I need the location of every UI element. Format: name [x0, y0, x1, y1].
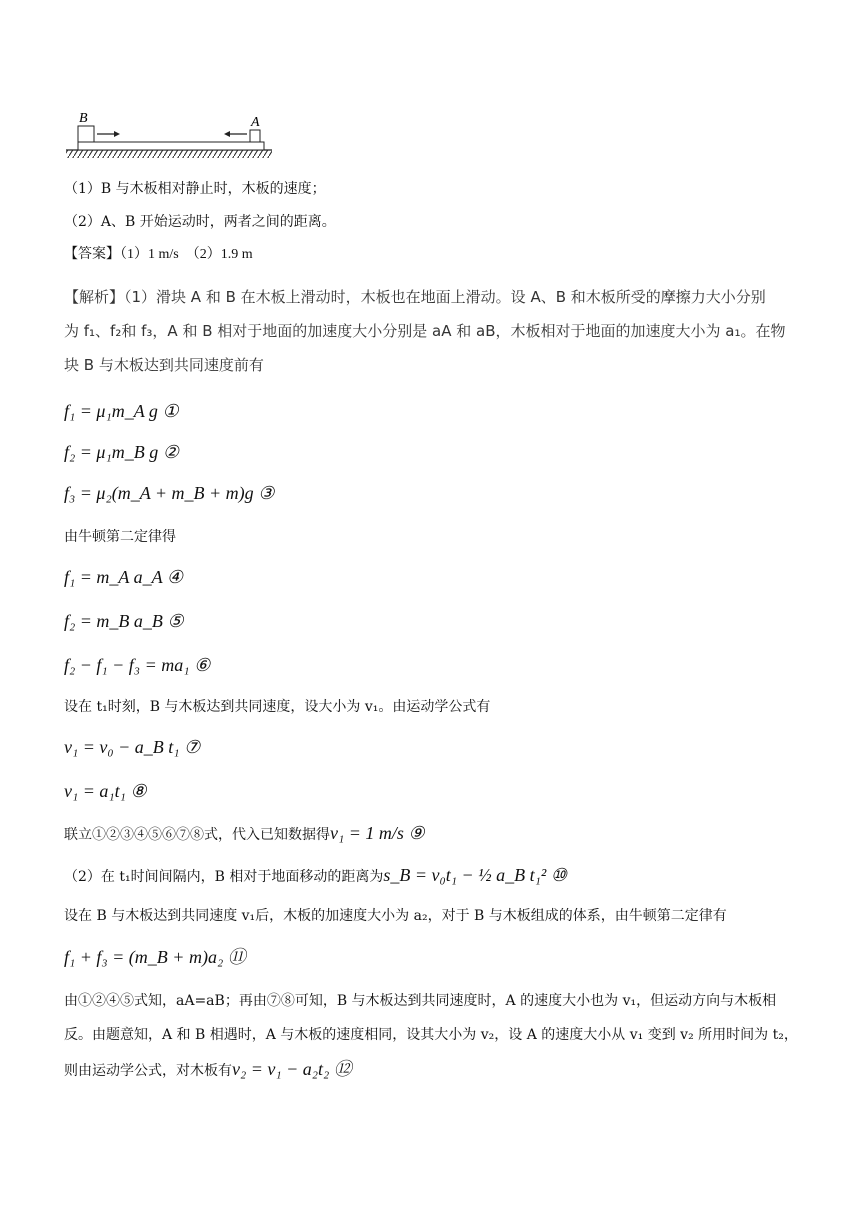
equation-5: f₂ = m_B a_B ⑤ — [64, 611, 184, 631]
equation-8: v₁ = a₁t₁ ⑧ — [64, 781, 147, 801]
equation-2: f₂ = μ₁m_B g ② — [64, 442, 179, 462]
paragraph-3-text: 则由运动学公式，对木板有 — [64, 1063, 232, 1079]
analysis-line-2: 为 f₁、f₂和 f₃，A 和 B 相对于地面的加速度大小分别是 aA 和 aB，木板相对于地面的加速度大小为 a₁。在物 — [64, 322, 786, 340]
answer-text: （1）1 m/s （2）1.9 m — [120, 247, 253, 262]
equation-1: f₁ = μ₁m_A g ① — [64, 401, 179, 421]
equation-4: f₁ = m_A a_A ④ — [64, 567, 183, 587]
equation-12: v₂ = v₁ − a₂t₂ ⑫ — [232, 1059, 352, 1079]
question-1: （1）B 与木板相对静止时，木板的速度； — [64, 181, 326, 197]
part2-line — [64, 866, 567, 886]
equation-3: f₃ = μ₂(m_A + m_B + m)g ③ — [64, 483, 275, 503]
analysis-line-3: 块 B 与木板达到共同速度前有 — [64, 356, 264, 374]
answer-line — [64, 246, 253, 264]
ground-hatch — [66, 150, 272, 158]
block-b — [78, 126, 94, 142]
equation-7: v₁ = v₀ − a_B t₁ ⑦ — [64, 737, 201, 757]
analysis-line-1: 【解析】（1）滑块 A 和 B 在木板上滑动时，木板也在地面上滑动。设 A、B 和木板所受的摩擦力大小分别 — [64, 288, 766, 306]
part2-equation: s_B = v₀t₁ − ½ a_B t₁² ⑩ — [383, 865, 567, 885]
combine-line — [64, 824, 425, 844]
label-a: A — [251, 115, 260, 130]
block-a — [250, 130, 260, 142]
answer-label: 【答案】 — [64, 247, 120, 262]
part2-text: （2）在 t₁时间间隔内，B 相对于地面移动的距离为 — [64, 869, 384, 885]
paragraph-1: 由①②④⑤式知，aA=aB；再由⑦⑧可知，B 与木板达到共同速度时，A 的速度大小也为 v₁，但运动方向与木板相 — [64, 993, 777, 1009]
question-2: （2）A、B 开始运动时，两者之间的距离。 — [64, 214, 336, 230]
equation-11: f₁ + f₃ = (m_B + m)a₂ ⑪ — [64, 947, 246, 967]
equation-6: f₂ − f₁ − f₃ = ma₁ ⑥ — [64, 655, 211, 675]
paragraph-3 — [64, 1060, 352, 1080]
t1-text: 设在 t₁时刻，B 与木板达到共同速度，设大小为 v₁。由运动学公式有 — [64, 699, 491, 715]
combine-text: 联立①②③④⑤⑥⑦⑧式，代入已知数据得 — [64, 827, 330, 843]
newton-text: 由牛顿第二定律得 — [64, 529, 176, 545]
after-text: 设在 B 与木板达到共同速度 v₁后，木板的加速度大小为 a₂，对于 B 与木板组成的体系，由牛顿第二定律有 — [64, 908, 727, 924]
paragraph-2: 反。由题意知，A 和 B 相遇时，A 与木板的速度相同，设其大小为 v₂，设 A 的速度大小从 v₁ 变到 v₂ 所用时间为 t₂， — [64, 1027, 798, 1043]
combine-result: v₁ = 1 m/s ⑨ — [330, 823, 425, 843]
label-b: B — [79, 111, 88, 126]
board — [78, 142, 264, 150]
board-diagram — [64, 108, 276, 160]
